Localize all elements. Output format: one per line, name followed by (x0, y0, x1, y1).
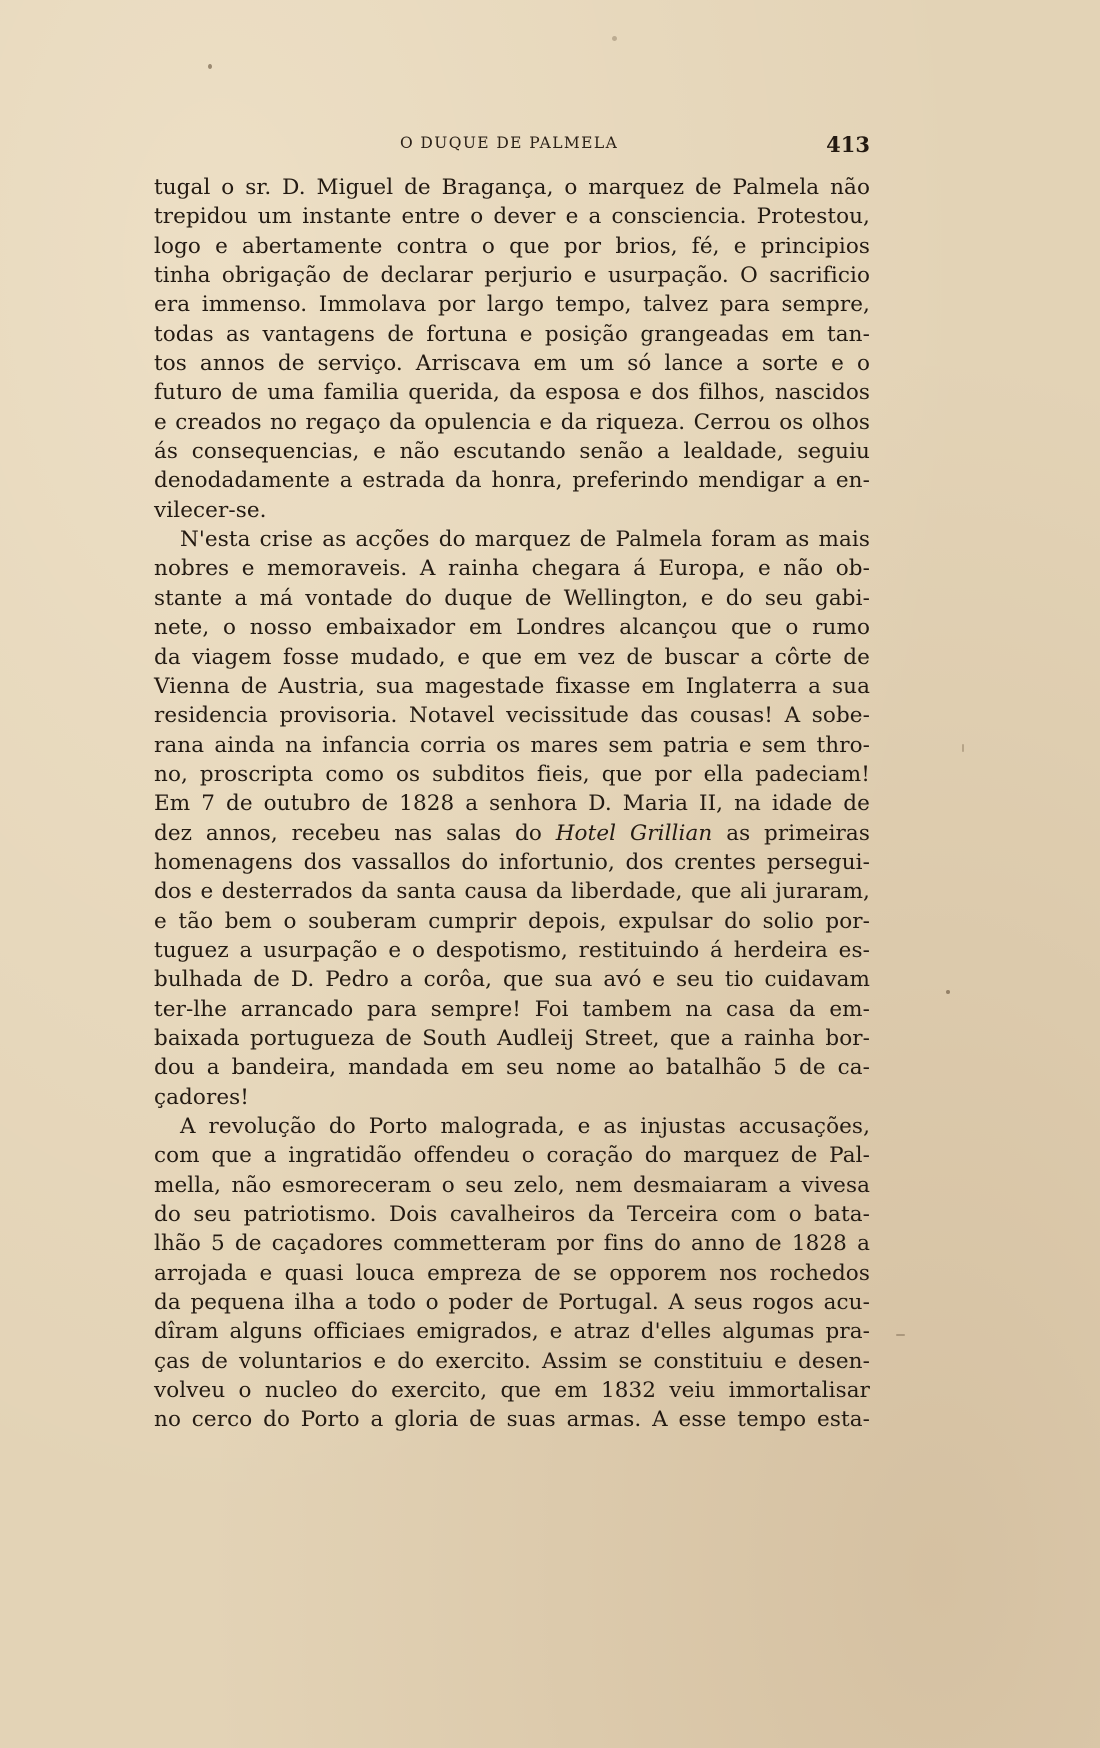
text-line: do seu patriotismo. Dois cavalheiros da Terceira com o bata- (154, 1202, 870, 1228)
text-line: rana ainda na infancia corria os mares sem patria e sem thro- (154, 732, 870, 758)
text-line: da viagem fosse mudado, e que em vez de buscar a côrte de (154, 644, 870, 670)
text-line: bulhada de D. Pedro a corôa, que sua avó e seu tio cuidavam (154, 967, 870, 993)
text-line: nobres e memoraveis. A rainha chegara á Europa, e não ob- (154, 556, 870, 582)
body-text (154, 173, 870, 1435)
paper-speck (612, 36, 617, 41)
paragraph-start: A revolução do Porto malograda, e as injustas accusações, (180, 1114, 870, 1139)
page-number: 413 (826, 132, 870, 157)
text-line: residencia provisoria. Notavel vecissitude das cousas! A sobe- (154, 703, 870, 729)
text-line: Vienna de Austria, sua magestade fixasse em Inglaterra a sua (154, 673, 870, 699)
text-line: no, proscripta como os subditos fieis, que por ella padeciam! (154, 761, 870, 787)
text-line: logo e abertamente contra o que por brios, fé, e principios (154, 233, 870, 259)
text-line: mella, não esmoreceram o seu zelo, nem desmaiaram a vivesa (154, 1172, 870, 1198)
text-line: ás consequencias, e não escutando senão a lealdade, seguiu (154, 439, 870, 465)
text-line: arrojada e quasi louca empreza de se opporem nos rochedos (154, 1260, 870, 1286)
text-line: çadores! (154, 1084, 250, 1110)
text-line: ças de voluntarios e do exercito. Assim se constituiu e desen- (154, 1348, 870, 1374)
running-head (154, 132, 870, 158)
text-line: ter-lhe arrancado para sempre! Foi tambem na casa da em- (154, 996, 870, 1022)
hotel-name: Hotel Grillian (555, 820, 713, 846)
paragraph-start: N'esta crise as acções do marquez de Palmela foram as mais (180, 527, 870, 553)
line-segment: as primeiras (712, 820, 870, 846)
text-line: tinha obrigação de declarar perjurio e usurpação. O sacrificio (154, 263, 870, 289)
text-line: homenagens dos vassallos do infortunio, dos crentes persegui- (154, 849, 870, 875)
text-line: baixada portugueza de South Audleij Street, que a rainha bor- (154, 1025, 870, 1051)
text-line (154, 819, 870, 848)
text-line: tos annos de serviço. Arriscava em um só lance a sorte e o (154, 351, 870, 377)
text-line: todas as vantagens de fortuna e posição grangeadas em tan- (154, 321, 870, 347)
text-line: nete, o nosso embaixador em Londres alcançou que o rumo (154, 615, 870, 641)
text-line: da pequena ilha a todo o poder de Portugal. A seus rogos acu- (154, 1290, 870, 1316)
line-segment: dez annos, recebeu nas salas do (154, 820, 556, 846)
paper-speck (208, 64, 212, 69)
paper-speck (946, 990, 950, 994)
text-line: e creados no regaço da opulencia e da riqueza. Cerrou os olhos (154, 409, 870, 435)
paper-speck (962, 744, 964, 752)
text-line: lhão 5 de caçadores commetteram por fins do anno de 1828 a (154, 1231, 870, 1257)
text-line: no cerco do Porto a gloria de suas armas. A esse tempo esta- (154, 1407, 870, 1433)
text-line: futuro de uma familia querida, da esposa e dos filhos, nascidos (154, 380, 870, 406)
text-line: stante a má vontade do duque de Wellington, e do seu gabi- (154, 585, 870, 611)
text-line: era immenso. Immolava por largo tempo, talvez para sempre, (154, 292, 870, 318)
text-line: e tão bem o souberam cumprir depois, expulsar do solio por- (154, 908, 870, 934)
paper-speck (896, 1334, 905, 1336)
text-line: volveu o nucleo do exercito, que em 1832 veiu immortalisar (154, 1378, 870, 1404)
text-line: dîram alguns officiaes emigrados, e atraz d'elles algumas pra- (154, 1319, 870, 1345)
text-line: Em 7 de outubro de 1828 a senhora D. Maria II, na idade de (154, 791, 870, 817)
text-line: dos e desterrados da santa causa da liberdade, que ali juraram, (154, 879, 870, 905)
text-line: tugal o sr. D. Miguel de Bragança, o marquez de Palmela não (154, 175, 870, 200)
text-line: denodadamente a estrada da honra, preferindo mendigar a en- (154, 468, 870, 494)
running-title: O DUQUE DE PALMELA (400, 134, 619, 152)
text-line: tuguez a usurpação e o despotismo, restituindo á herdeira es- (154, 937, 870, 963)
text-line: dou a bandeira, mandada em seu nome ao batalhão 5 de ca- (154, 1055, 870, 1081)
text-line: trepidou um instante entre o dever e a consciencia. Protestou, (154, 204, 870, 230)
text-line: vilecer-se. (154, 497, 267, 523)
text-line: com que a ingratidão offendeu o coração do marquez de Pal- (154, 1143, 870, 1169)
